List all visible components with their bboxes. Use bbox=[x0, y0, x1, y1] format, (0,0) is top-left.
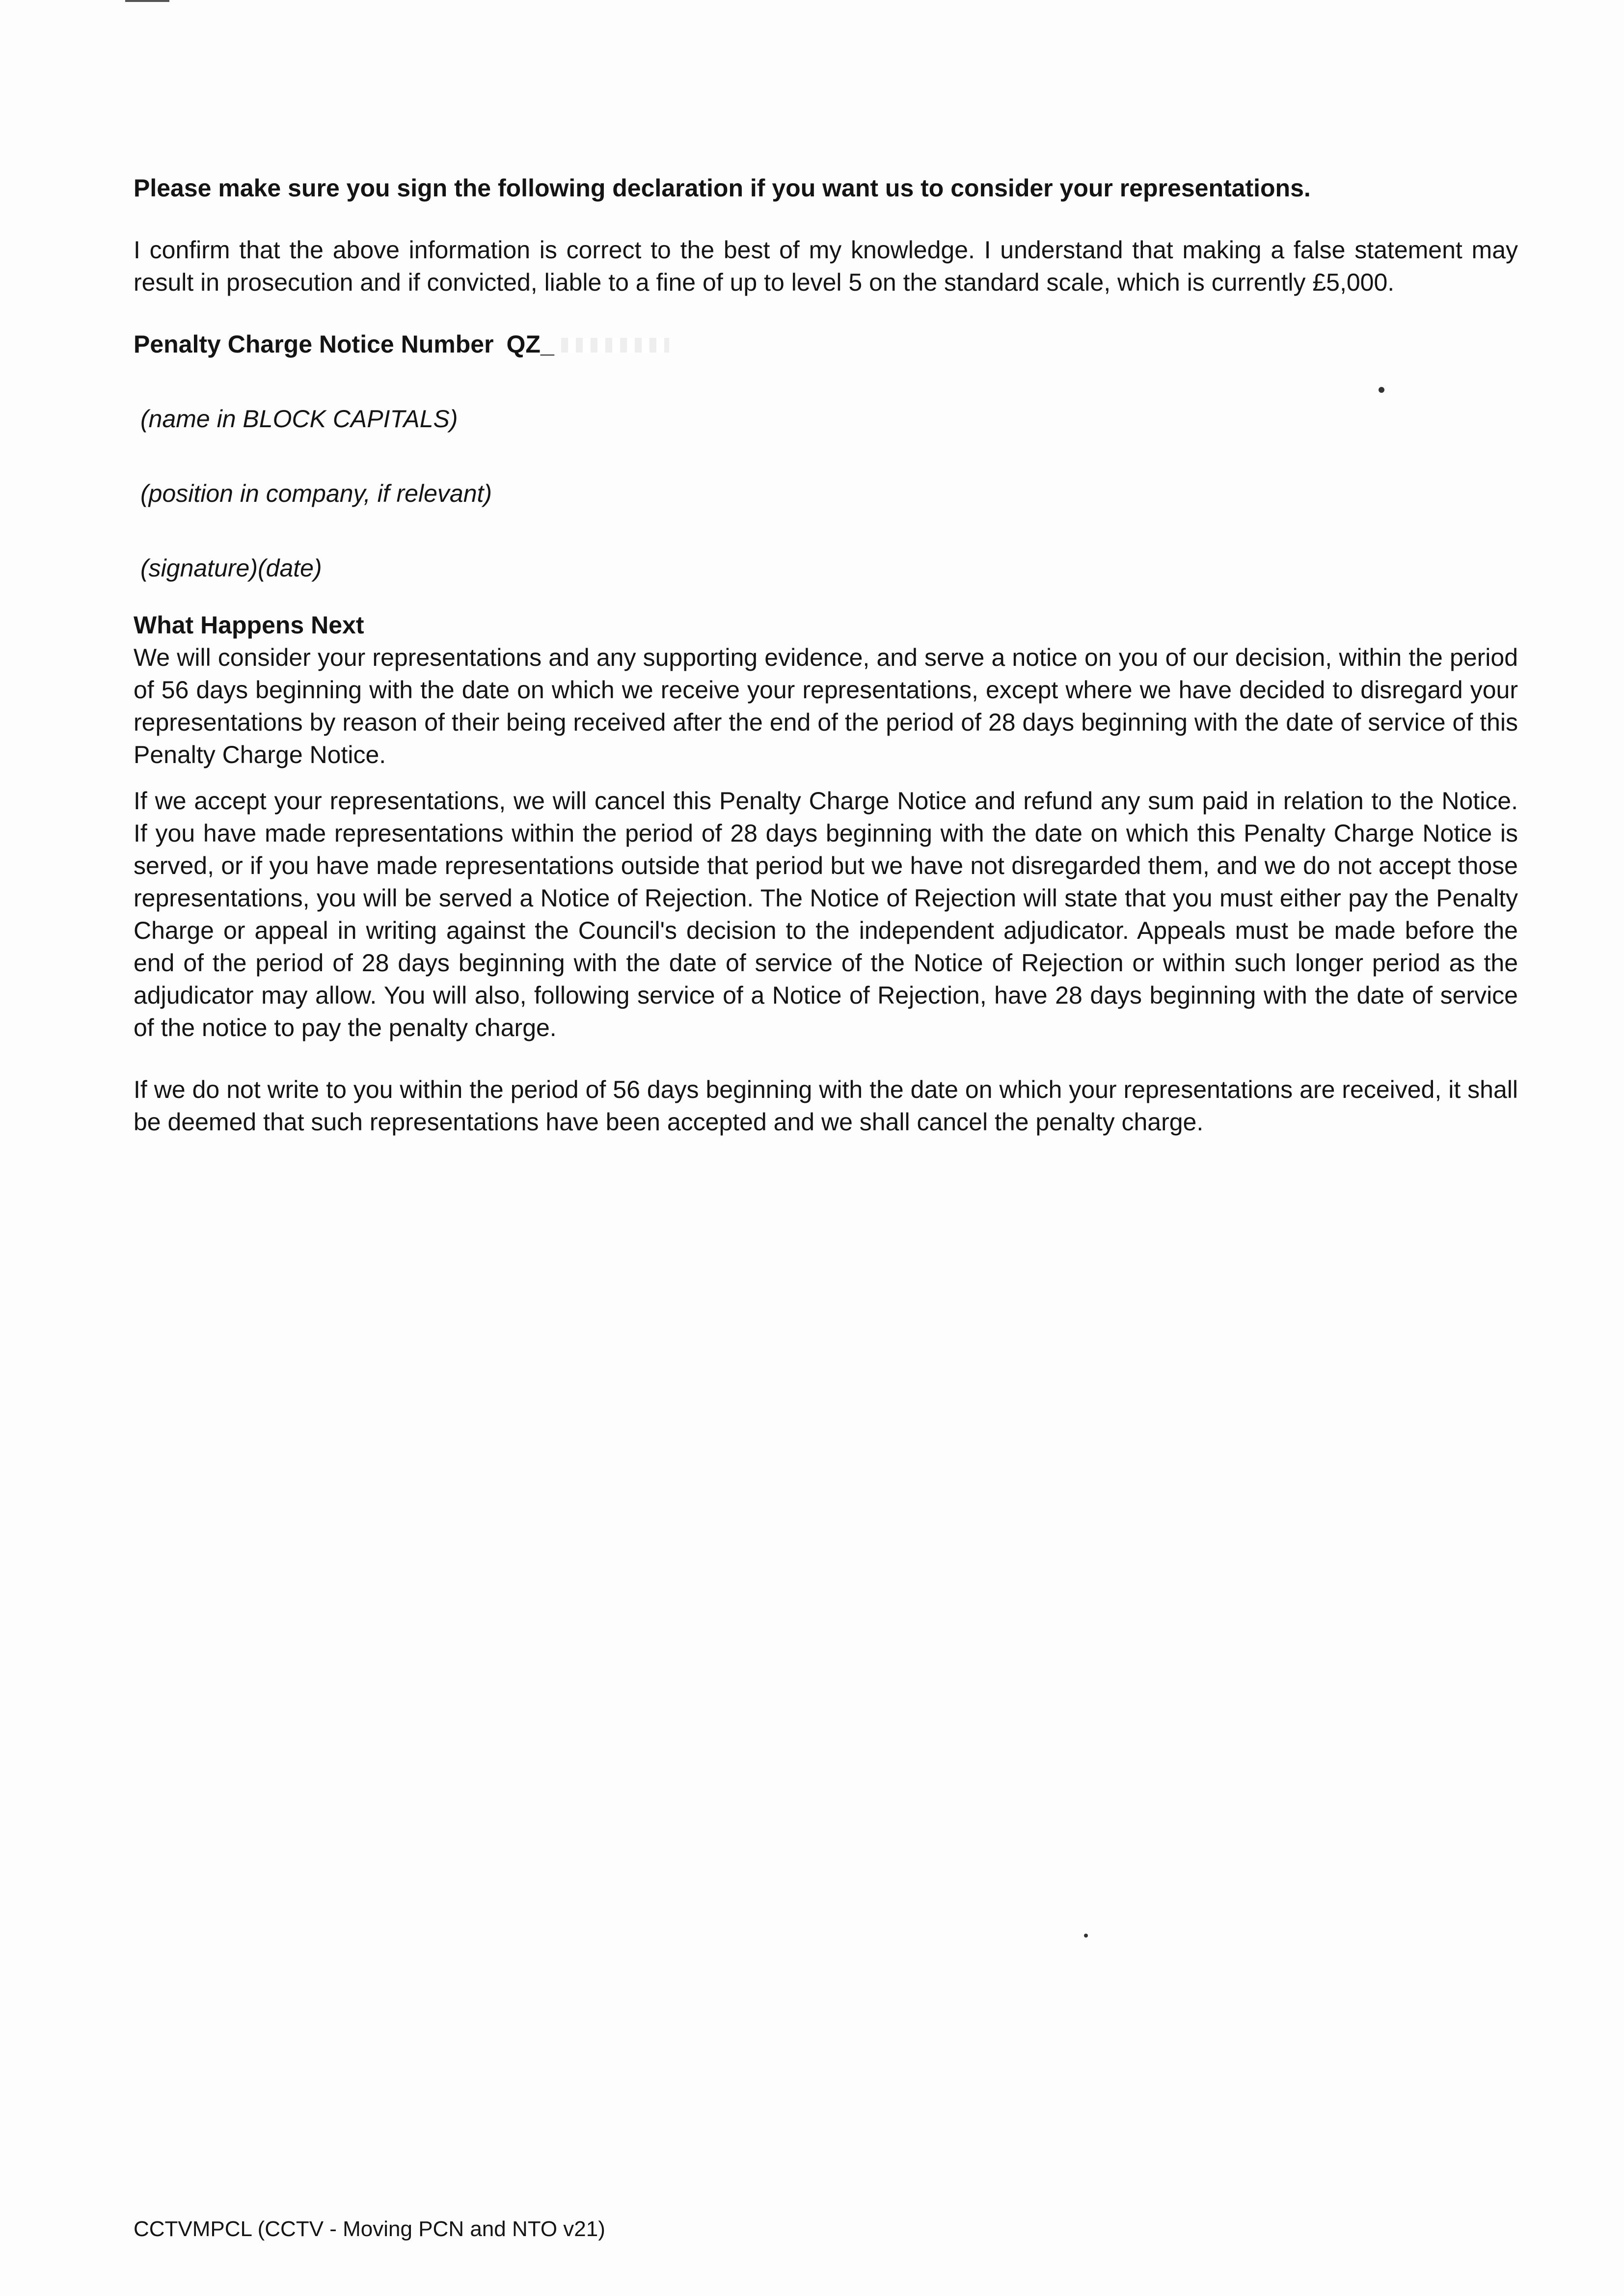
position-field-label: (position in company, if relevant) bbox=[140, 480, 492, 507]
what-happens-next-title: What Happens Next bbox=[134, 611, 364, 639]
date-field-label: (date) bbox=[258, 554, 322, 582]
signature-field-label: (signature) bbox=[140, 554, 258, 582]
paragraph-consideration: We will consider your representations and any supporting evidence, and serve a notice on you of our decision, within the period of 56 days beginning with the date on which we receive your representations, except where we have decided to disregard your representations by reason of their being received after the end of the period of 28 days beginning with the date of service of this Penalty Charge Notice. bbox=[134, 644, 1518, 768]
pcn-label: Penalty Charge Notice Number bbox=[134, 330, 494, 358]
pcn-number-row bbox=[134, 328, 1518, 360]
scan-speck bbox=[1084, 1934, 1088, 1938]
document-content bbox=[134, 172, 1518, 1138]
name-field-label: (name in BLOCK CAPITALS) bbox=[140, 405, 458, 433]
paragraph-deemed-acceptance: If we do not write to you within the period of 56 days beginning with the date on which your representations are received, it shall be deemed that such representations have been accepted and we shall cancel the penalty charge. bbox=[134, 1076, 1518, 1136]
pcn-value: QZ_ bbox=[506, 330, 554, 358]
signature-date-row bbox=[140, 552, 1518, 584]
paragraph-acceptance-rejection: If we accept your representations, we will cancel this Penalty Charge Notice and refund any sum paid in relation to the Notice. If you have made representations within the period of 28 days beginning with the date on which this Penalty Charge Notice is served, or if you have made representations outside that period but we have not disregarded them, and we do not accept those representations, you will be served a Notice of Rejection. The Notice of Rejection will state that you must either pay the Penalty Charge or appeal in writing against the Council's decision to the independent adjudicator. Appeals must be made before the end of the period of 28 days beginning with the date of service of the Notice of Rejection or within such longer period as the adjudicator may allow. You will also, following service of a Notice of Rejection, have 28 days beginning with the date of service of the notice to pay the penalty charge. bbox=[134, 787, 1518, 1041]
declaration-text: I confirm that the above information is correct to the best of my knowledge. I understand that making a false statement may result in prosecution and if convicted, liable to a fine of up to level 5 on the standard scale, which is currently £5,000. bbox=[134, 236, 1518, 296]
footer-code: CCTVMPCL (CCTV - Moving PCN and NTO v21) bbox=[134, 2217, 605, 2241]
pcn-redaction bbox=[561, 338, 669, 353]
scan-artifact bbox=[125, 0, 169, 2]
declaration-heading: Please make sure you sign the following declaration if you want us to consider your representations. bbox=[134, 174, 1311, 202]
